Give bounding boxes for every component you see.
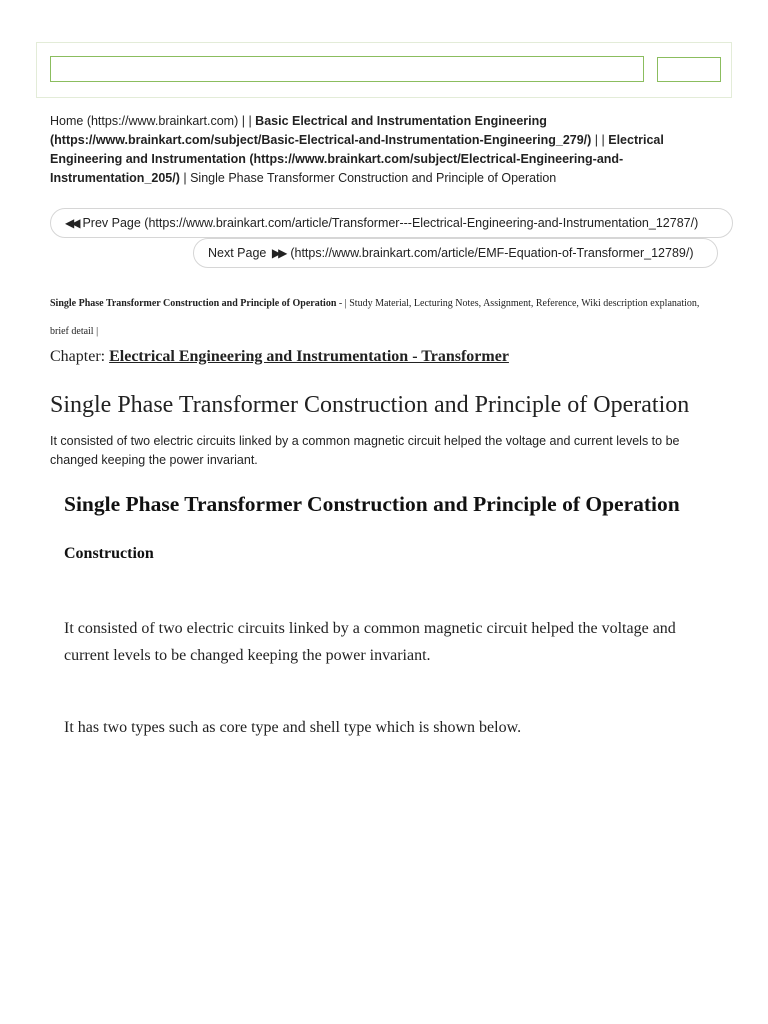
breadcrumb	[50, 112, 730, 188]
article-paragraph: It has two types such as core type and shell type which is shown below.	[64, 719, 522, 736]
chapter-label: Chapter:	[50, 348, 110, 365]
next-page-label: Next Page	[208, 246, 267, 260]
chapter-link[interactable]: Electrical Engineering and Instrumentation - Transformer	[109, 348, 509, 365]
search-box	[36, 42, 732, 98]
page-description	[50, 290, 720, 346]
breadcrumb-separator: | |	[591, 133, 609, 147]
breadcrumb-current: Single Phase Transformer Construction and Principle of Operation	[190, 171, 557, 185]
breadcrumb-separator: | |	[238, 114, 256, 128]
prev-page-label: Prev Page (https://www.brainkart.com/article/Transformer---Electrical-Engineering-and-Instrumentation_12787/)	[82, 216, 699, 230]
breadcrumb-separator: |	[179, 171, 191, 185]
double-right-arrow-icon: ▶▶	[271, 246, 285, 260]
search-button[interactable]	[657, 57, 721, 82]
description-title: Single Phase Transformer Construction and Principle of Operation	[50, 298, 337, 309]
section-heading: Construction	[64, 545, 154, 562]
prev-page-button[interactable]	[50, 208, 733, 238]
breadcrumb-unit-label: Electrical Engineering and Instrumentation (https://www.brainkart.com/subject/Electrical-Engineering-and-Instrumentation_205/)	[50, 133, 664, 185]
next-page-button[interactable]	[193, 238, 718, 268]
double-left-arrow-icon: ◀◀	[65, 216, 78, 230]
summary-text: It consisted of two electric circuits linked by a common magnetic circuit helped the voltage and current levels to be changed keeping the power invariant.	[50, 434, 680, 467]
chapter-line	[50, 348, 509, 366]
breadcrumb-subject-label: Basic Electrical and Instrumentation Engineering (https://www.brainkart.com/subject/Basic-Electrical-and-Instrumentation-Engineering_279/)	[50, 114, 592, 147]
next-page-url: (https://www.brainkart.com/article/EMF-Equation-of-Transformer_12789/)	[290, 246, 694, 260]
description-text: - | Study Material, Lecturing Notes, Assignment, Reference, Wiki description explanation, brief detail |	[50, 298, 700, 337]
search-input[interactable]	[50, 56, 644, 82]
article-paragraph: It consisted of two electric circuits linked by a common magnetic circuit helped the voltage and current levels to be changed keeping the power invariant.	[64, 620, 676, 664]
breadcrumb-home-link[interactable]: Home (https://www.brainkart.com)	[50, 114, 239, 128]
page-title: Single Phase Transformer Construction and Principle of Operation	[50, 392, 690, 418]
article-heading: Single Phase Transformer Construction and Principle of Operation	[64, 492, 680, 516]
